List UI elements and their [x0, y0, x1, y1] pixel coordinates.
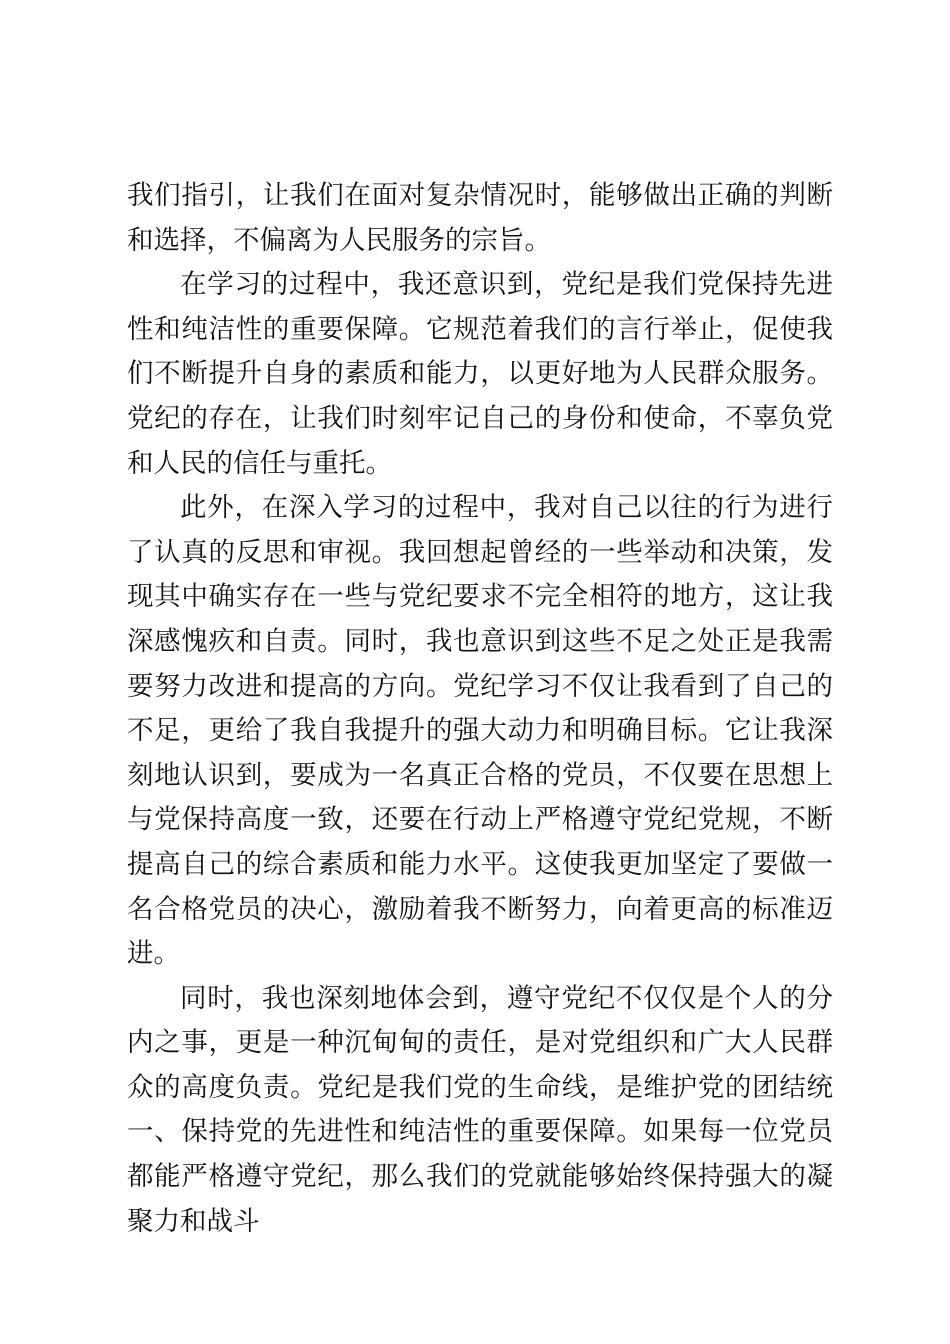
- paragraph-self-reflection: 此外，在深入学习的过程中，我对自己以往的行为进行了认真的反思和审视。我回想起曾经的一些举动和决策，发现其中确实存在一些与党纪要求不完全相符的地方，这让我深感愧疚和自责。同时，我也意识到这些不足之处正是我需要努力改进和提高的方向。党纪学习不仅让我看到了自己的不足，更给了我自我提升的强大动力和明确目标。它让我深刻地认识到，要成为一名真正合格的党员，不仅要在思想上与党保持高度一致，还要在行动上严格遵守党纪党规，不断提高自己的综合素质和能力水平。这使我更加坚定了要做一名合格党员的决心，激励着我不断努力，向着更高的标准迈进。: [127, 492, 833, 970]
- paragraph-party-discipline-importance: 在学习的过程中，我还意识到，党纪是我们党保持先进性和纯洁性的重要保障。它规范着我们的言行举止，促使我们不断提升自身的素质和能力，以更好地为人民群众服务。党纪的存在，让我们时刻牢记自己的身份和使命，不辜负党和人民的信任与重托。: [127, 269, 833, 479]
- paragraph-responsibility: 同时，我也深刻地体会到，遵守党纪不仅仅是个人的分内之事，更是一种沉甸甸的责任，是对党组织和广大人民群众的高度负责。党纪是我们党的生命线，是维护党的团结统一、保持党的先进性和纯洁性的重要保障。如果每一位党员都能严格遵守党纪，那么我们的党就能够始终保持强大的凝聚力和战斗: [127, 982, 833, 1237]
- document-body: [127, 174, 833, 1244]
- paragraph-continuation: 我们指引，让我们在面对复杂情况时，能够做出正确的判断和选择，不偏离为人民服务的宗旨。: [127, 180, 833, 256]
